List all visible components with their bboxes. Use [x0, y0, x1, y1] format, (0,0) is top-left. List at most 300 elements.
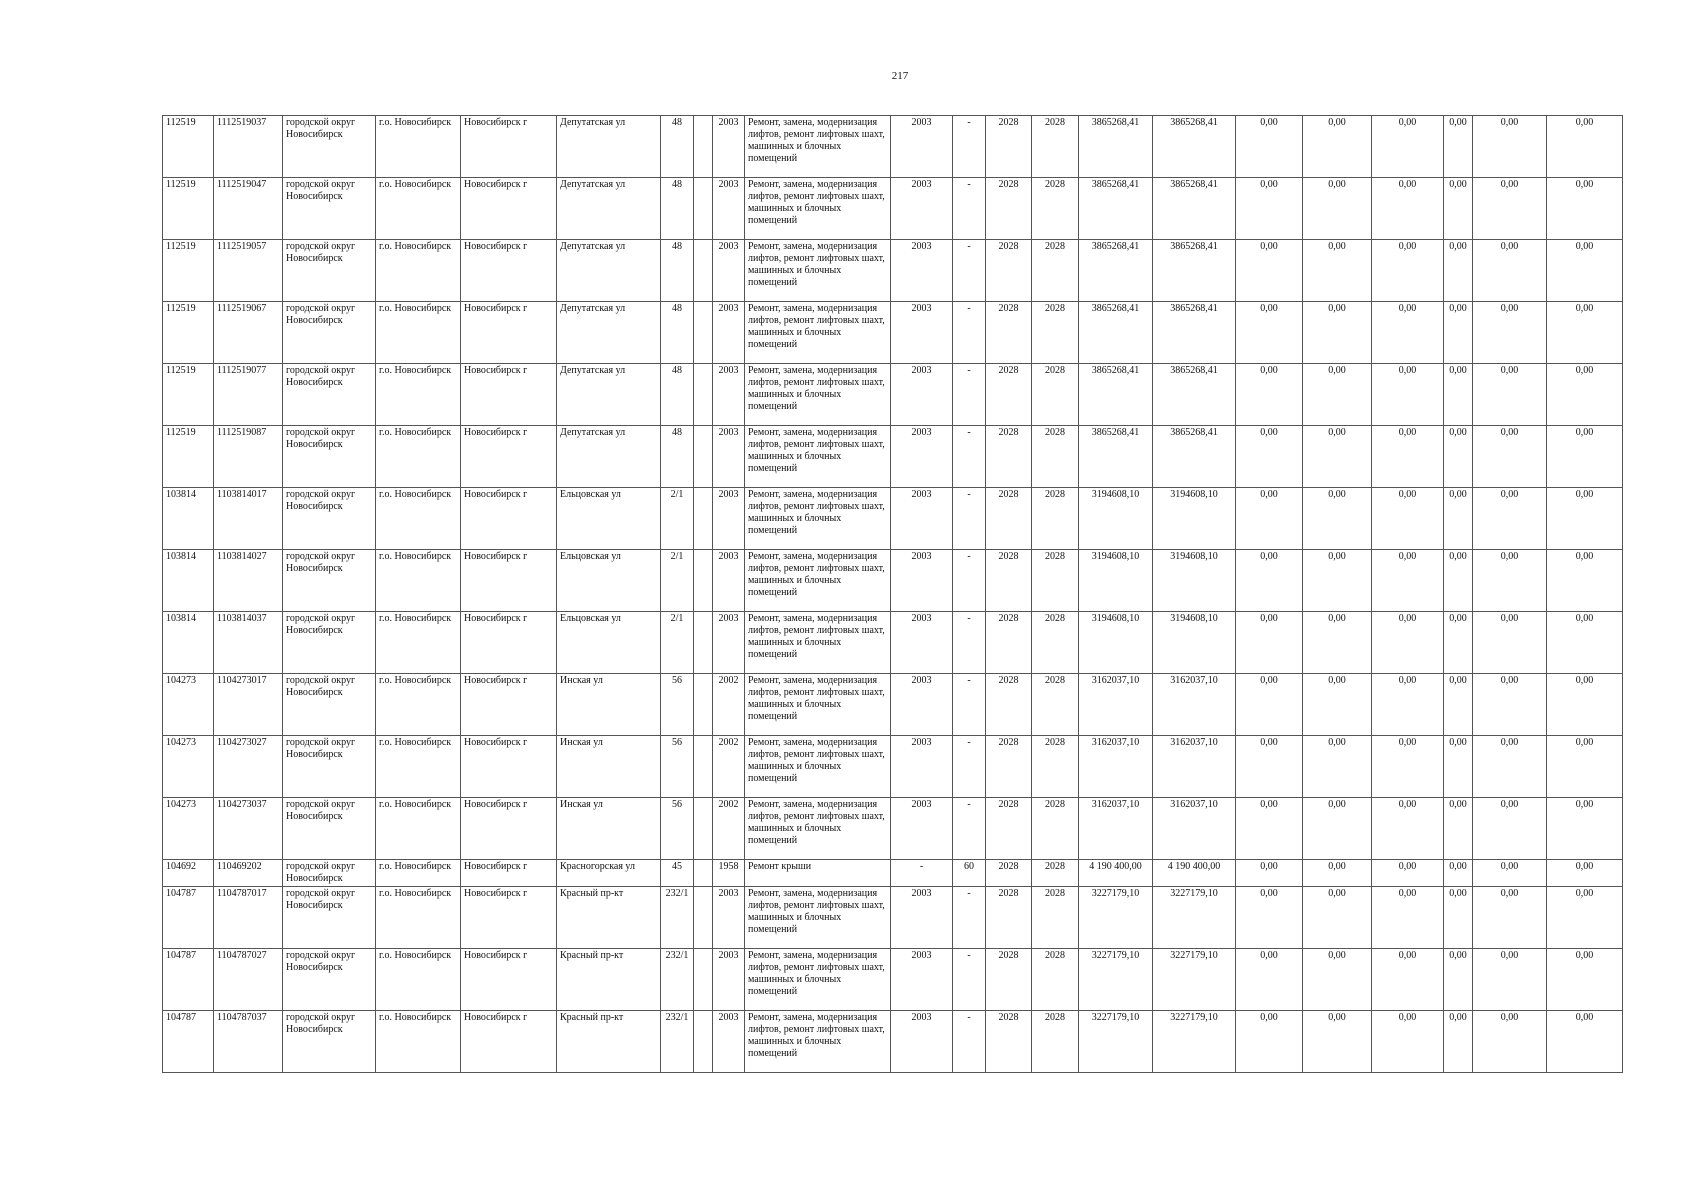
cell-fund-c: 0,00 [1372, 488, 1444, 550]
cell-street: Ельцовская ул [557, 488, 661, 550]
cell-lifespan: - [953, 178, 986, 240]
cell-build-year: 2002 [713, 674, 745, 736]
cell-cost-total: 3865268,41 [1153, 116, 1236, 178]
cell-fund-a: 0,00 [1236, 860, 1303, 887]
cell-work-type: Ремонт, замена, модернизация лифтов, ремонт лифтовых шахт, машинных и блочных помещений [745, 116, 891, 178]
cell-fund-e: 0,00 [1473, 798, 1547, 860]
cell-fund-a: 0,00 [1236, 674, 1303, 736]
cell-cost: 3865268,41 [1079, 178, 1153, 240]
cell-cost-total: 3865268,41 [1153, 426, 1236, 488]
cell-plan-year: 2003 [891, 178, 953, 240]
cell-fund-d: 0,00 [1444, 949, 1473, 1011]
cell-municipality: городской округ Новосибирск [283, 798, 376, 860]
cell-house-id: 103814 [163, 488, 214, 550]
cell-district: г.о. Новосибирск [376, 798, 461, 860]
cell-municipality: городской округ Новосибирск [283, 302, 376, 364]
cell-build-year: 2002 [713, 798, 745, 860]
cell-municipality: городской округ Новосибирск [283, 240, 376, 302]
cell-municipality: городской округ Новосибирск [283, 612, 376, 674]
cell-record-id: 1112519067 [214, 302, 283, 364]
cell-fund-a: 0,00 [1236, 949, 1303, 1011]
cell-building [694, 798, 713, 860]
cell-record-id: 1112519037 [214, 116, 283, 178]
cell-house-number: 56 [661, 674, 694, 736]
cell-house-number: 48 [661, 426, 694, 488]
cell-start-year: 2028 [986, 364, 1032, 426]
table-row [163, 488, 1623, 550]
cell-plan-year: 2003 [891, 488, 953, 550]
cell-fund-e: 0,00 [1473, 736, 1547, 798]
table-row [163, 674, 1623, 736]
cell-city: Новосибирск г [461, 178, 557, 240]
cell-street: Депутатская ул [557, 116, 661, 178]
cell-cost: 3227179,10 [1079, 949, 1153, 1011]
cell-fund-c: 0,00 [1372, 116, 1444, 178]
cell-end-year: 2028 [1032, 364, 1079, 426]
cell-fund-d: 0,00 [1444, 860, 1473, 887]
cell-house-number: 2/1 [661, 612, 694, 674]
cell-municipality: городской округ Новосибирск [283, 1011, 376, 1073]
cell-city: Новосибирск г [461, 887, 557, 949]
cell-cost-total: 3194608,10 [1153, 488, 1236, 550]
cell-fund-d: 0,00 [1444, 116, 1473, 178]
cell-municipality: городской округ Новосибирск [283, 949, 376, 1011]
cell-fund-a: 0,00 [1236, 798, 1303, 860]
cell-cost-total: 3865268,41 [1153, 240, 1236, 302]
cell-build-year: 2002 [713, 736, 745, 798]
cell-house-id: 112519 [163, 178, 214, 240]
cell-end-year: 2028 [1032, 860, 1079, 887]
cell-plan-year: 2003 [891, 736, 953, 798]
cell-fund-f: 0,00 [1547, 736, 1623, 798]
cell-fund-c: 0,00 [1372, 550, 1444, 612]
cell-end-year: 2028 [1032, 674, 1079, 736]
cell-fund-c: 0,00 [1372, 364, 1444, 426]
cell-house-number: 2/1 [661, 488, 694, 550]
cell-house-id: 104787 [163, 1011, 214, 1073]
cell-district: г.о. Новосибирск [376, 116, 461, 178]
cell-cost-total: 3162037,10 [1153, 674, 1236, 736]
cell-municipality: городской округ Новосибирск [283, 116, 376, 178]
cell-cost: 3162037,10 [1079, 736, 1153, 798]
cell-fund-b: 0,00 [1303, 1011, 1372, 1073]
cell-record-id: 1103814017 [214, 488, 283, 550]
cell-fund-b: 0,00 [1303, 302, 1372, 364]
cell-building [694, 887, 713, 949]
cell-fund-e: 0,00 [1473, 178, 1547, 240]
cell-building [694, 116, 713, 178]
cell-record-id: 1104273037 [214, 798, 283, 860]
cell-house-id: 112519 [163, 116, 214, 178]
cell-street: Ельцовская ул [557, 612, 661, 674]
cell-record-id: 1103814027 [214, 550, 283, 612]
cell-district: г.о. Новосибирск [376, 426, 461, 488]
cell-house-id: 103814 [163, 612, 214, 674]
cell-lifespan: - [953, 426, 986, 488]
cell-build-year: 1958 [713, 860, 745, 887]
cell-house-id: 103814 [163, 550, 214, 612]
cell-city: Новосибирск г [461, 426, 557, 488]
cell-work-type: Ремонт, замена, модернизация лифтов, ремонт лифтовых шахт, машинных и блочных помещений [745, 550, 891, 612]
cell-fund-f: 0,00 [1547, 488, 1623, 550]
cell-street: Красногорская ул [557, 860, 661, 887]
table-row [163, 949, 1623, 1011]
table-row [163, 798, 1623, 860]
cell-end-year: 2028 [1032, 426, 1079, 488]
cell-fund-b: 0,00 [1303, 736, 1372, 798]
cell-fund-a: 0,00 [1236, 178, 1303, 240]
cell-municipality: городской округ Новосибирск [283, 550, 376, 612]
cell-start-year: 2028 [986, 426, 1032, 488]
cell-house-number: 232/1 [661, 887, 694, 949]
cell-street: Ельцовская ул [557, 550, 661, 612]
cell-district: г.о. Новосибирск [376, 736, 461, 798]
cell-city: Новосибирск г [461, 302, 557, 364]
cell-start-year: 2028 [986, 1011, 1032, 1073]
cell-fund-c: 0,00 [1372, 736, 1444, 798]
cell-fund-b: 0,00 [1303, 949, 1372, 1011]
cell-cost: 3194608,10 [1079, 550, 1153, 612]
cell-municipality: городской округ Новосибирск [283, 178, 376, 240]
cell-municipality: городской округ Новосибирск [283, 364, 376, 426]
cell-house-id: 104787 [163, 949, 214, 1011]
cell-city: Новосибирск г [461, 550, 557, 612]
cell-fund-b: 0,00 [1303, 488, 1372, 550]
cell-fund-d: 0,00 [1444, 240, 1473, 302]
cell-plan-year: 2003 [891, 426, 953, 488]
table-body [163, 116, 1623, 1073]
cell-plan-year: 2003 [891, 364, 953, 426]
cell-build-year: 2003 [713, 488, 745, 550]
cell-municipality: городской округ Новосибирск [283, 860, 376, 887]
cell-street: Депутатская ул [557, 178, 661, 240]
cell-cost: 3162037,10 [1079, 798, 1153, 860]
cell-plan-year: 2003 [891, 612, 953, 674]
cell-start-year: 2028 [986, 302, 1032, 364]
cell-plan-year: 2003 [891, 302, 953, 364]
cell-building [694, 302, 713, 364]
cell-fund-a: 0,00 [1236, 1011, 1303, 1073]
cell-municipality: городской округ Новосибирск [283, 426, 376, 488]
table-row [163, 736, 1623, 798]
cell-end-year: 2028 [1032, 798, 1079, 860]
cell-fund-a: 0,00 [1236, 240, 1303, 302]
cell-cost-total: 3865268,41 [1153, 364, 1236, 426]
cell-fund-e: 0,00 [1473, 364, 1547, 426]
cell-fund-e: 0,00 [1473, 949, 1547, 1011]
cell-end-year: 2028 [1032, 116, 1079, 178]
cell-fund-f: 0,00 [1547, 426, 1623, 488]
cell-cost: 3162037,10 [1079, 674, 1153, 736]
cell-work-type: Ремонт, замена, модернизация лифтов, ремонт лифтовых шахт, машинных и блочных помещений [745, 949, 891, 1011]
cell-work-type: Ремонт, замена, модернизация лифтов, ремонт лифтовых шахт, машинных и блочных помещений [745, 736, 891, 798]
cell-district: г.о. Новосибирск [376, 949, 461, 1011]
cell-building [694, 426, 713, 488]
cell-fund-f: 0,00 [1547, 302, 1623, 364]
cell-fund-d: 0,00 [1444, 1011, 1473, 1073]
cell-fund-f: 0,00 [1547, 674, 1623, 736]
cell-fund-b: 0,00 [1303, 860, 1372, 887]
cell-fund-f: 0,00 [1547, 798, 1623, 860]
cell-record-id: 1112519047 [214, 178, 283, 240]
cell-fund-b: 0,00 [1303, 887, 1372, 949]
cell-cost-total: 4 190 400,00 [1153, 860, 1236, 887]
cell-municipality: городской округ Новосибирск [283, 736, 376, 798]
cell-record-id: 110469202 [214, 860, 283, 887]
cell-street: Красный пр-кт [557, 887, 661, 949]
cell-work-type: Ремонт, замена, модернизация лифтов, ремонт лифтовых шахт, машинных и блочных помещений [745, 240, 891, 302]
cell-fund-d: 0,00 [1444, 426, 1473, 488]
cell-building [694, 488, 713, 550]
cell-building [694, 550, 713, 612]
cell-plan-year: 2003 [891, 550, 953, 612]
table-row [163, 364, 1623, 426]
cell-municipality: городской округ Новосибирск [283, 674, 376, 736]
cell-work-type: Ремонт крыши [745, 860, 891, 887]
cell-building [694, 736, 713, 798]
cell-end-year: 2028 [1032, 612, 1079, 674]
cell-lifespan: 60 [953, 860, 986, 887]
cell-cost: 3865268,41 [1079, 116, 1153, 178]
cell-record-id: 1104787037 [214, 1011, 283, 1073]
cell-fund-f: 0,00 [1547, 178, 1623, 240]
cell-start-year: 2028 [986, 550, 1032, 612]
cell-district: г.о. Новосибирск [376, 302, 461, 364]
cell-record-id: 1112519087 [214, 426, 283, 488]
cell-district: г.о. Новосибирск [376, 674, 461, 736]
cell-cost-total: 3194608,10 [1153, 550, 1236, 612]
cell-street: Депутатская ул [557, 302, 661, 364]
cell-fund-e: 0,00 [1473, 887, 1547, 949]
cell-district: г.о. Новосибирск [376, 550, 461, 612]
cell-record-id: 1104273027 [214, 736, 283, 798]
cell-municipality: городской округ Новосибирск [283, 887, 376, 949]
cell-lifespan: - [953, 488, 986, 550]
cell-lifespan: - [953, 1011, 986, 1073]
cell-house-number: 56 [661, 798, 694, 860]
cell-build-year: 2003 [713, 364, 745, 426]
cell-city: Новосибирск г [461, 1011, 557, 1073]
cell-build-year: 2003 [713, 426, 745, 488]
cell-plan-year: 2003 [891, 674, 953, 736]
page-number: 217 [891, 70, 909, 82]
cell-fund-d: 0,00 [1444, 887, 1473, 949]
cell-street: Инская ул [557, 798, 661, 860]
cell-lifespan: - [953, 887, 986, 949]
cell-district: г.о. Новосибирск [376, 178, 461, 240]
cell-build-year: 2003 [713, 1011, 745, 1073]
table-row [163, 1011, 1623, 1073]
cell-record-id: 1112519057 [214, 240, 283, 302]
cell-district: г.о. Новосибирск [376, 488, 461, 550]
cell-fund-f: 0,00 [1547, 1011, 1623, 1073]
cell-cost-total: 3227179,10 [1153, 949, 1236, 1011]
register-table [162, 115, 1623, 1073]
cell-lifespan: - [953, 949, 986, 1011]
cell-fund-c: 0,00 [1372, 674, 1444, 736]
cell-fund-e: 0,00 [1473, 550, 1547, 612]
cell-building [694, 178, 713, 240]
cell-build-year: 2003 [713, 178, 745, 240]
cell-work-type: Ремонт, замена, модернизация лифтов, ремонт лифтовых шахт, машинных и блочных помещений [745, 302, 891, 364]
cell-house-number: 48 [661, 240, 694, 302]
cell-fund-a: 0,00 [1236, 488, 1303, 550]
cell-start-year: 2028 [986, 887, 1032, 949]
cell-street: Красный пр-кт [557, 1011, 661, 1073]
cell-fund-f: 0,00 [1547, 612, 1623, 674]
cell-house-number: 45 [661, 860, 694, 887]
cell-start-year: 2028 [986, 612, 1032, 674]
cell-building [694, 612, 713, 674]
cell-street: Депутатская ул [557, 240, 661, 302]
cell-street: Инская ул [557, 674, 661, 736]
cell-lifespan: - [953, 364, 986, 426]
cell-city: Новосибирск г [461, 798, 557, 860]
cell-house-id: 104787 [163, 887, 214, 949]
cell-plan-year: 2003 [891, 1011, 953, 1073]
cell-district: г.о. Новосибирск [376, 240, 461, 302]
cell-house-number: 232/1 [661, 1011, 694, 1073]
cell-fund-b: 0,00 [1303, 116, 1372, 178]
cell-build-year: 2003 [713, 240, 745, 302]
table-row [163, 116, 1623, 178]
cell-cost-total: 3162037,10 [1153, 736, 1236, 798]
cell-district: г.о. Новосибирск [376, 860, 461, 887]
cell-fund-b: 0,00 [1303, 364, 1372, 426]
cell-cost: 3865268,41 [1079, 302, 1153, 364]
cell-fund-d: 0,00 [1444, 550, 1473, 612]
cell-city: Новосибирск г [461, 949, 557, 1011]
table-row [163, 550, 1623, 612]
cell-work-type: Ремонт, замена, модернизация лифтов, ремонт лифтовых шахт, машинных и блочных помещений [745, 798, 891, 860]
cell-fund-e: 0,00 [1473, 860, 1547, 887]
cell-fund-a: 0,00 [1236, 364, 1303, 426]
cell-work-type: Ремонт, замена, модернизация лифтов, ремонт лифтовых шахт, машинных и блочных помещений [745, 1011, 891, 1073]
cell-street: Красный пр-кт [557, 949, 661, 1011]
cell-cost: 3227179,10 [1079, 1011, 1153, 1073]
cell-house-number: 48 [661, 302, 694, 364]
cell-fund-c: 0,00 [1372, 798, 1444, 860]
cell-build-year: 2003 [713, 612, 745, 674]
cell-fund-f: 0,00 [1547, 550, 1623, 612]
cell-fund-d: 0,00 [1444, 178, 1473, 240]
cell-plan-year: 2003 [891, 116, 953, 178]
cell-work-type: Ремонт, замена, модернизация лифтов, ремонт лифтовых шахт, машинных и блочных помещений [745, 364, 891, 426]
cell-fund-e: 0,00 [1473, 674, 1547, 736]
cell-fund-f: 0,00 [1547, 364, 1623, 426]
cell-cost-total: 3865268,41 [1153, 178, 1236, 240]
cell-start-year: 2028 [986, 674, 1032, 736]
cell-house-number: 48 [661, 364, 694, 426]
cell-end-year: 2028 [1032, 488, 1079, 550]
cell-cost-total: 3227179,10 [1153, 1011, 1236, 1073]
cell-lifespan: - [953, 612, 986, 674]
cell-city: Новосибирск г [461, 612, 557, 674]
cell-street: Депутатская ул [557, 364, 661, 426]
cell-fund-a: 0,00 [1236, 426, 1303, 488]
cell-fund-c: 0,00 [1372, 302, 1444, 364]
cell-lifespan: - [953, 798, 986, 860]
table-row [163, 426, 1623, 488]
cell-plan-year: 2003 [891, 887, 953, 949]
cell-plan-year: 2003 [891, 240, 953, 302]
cell-plan-year: 2003 [891, 798, 953, 860]
table-row [163, 887, 1623, 949]
cell-building [694, 1011, 713, 1073]
cell-cost-total: 3162037,10 [1153, 798, 1236, 860]
cell-fund-a: 0,00 [1236, 302, 1303, 364]
cell-end-year: 2028 [1032, 178, 1079, 240]
cell-fund-f: 0,00 [1547, 949, 1623, 1011]
cell-build-year: 2003 [713, 116, 745, 178]
cell-fund-a: 0,00 [1236, 887, 1303, 949]
cell-building [694, 949, 713, 1011]
cell-fund-b: 0,00 [1303, 426, 1372, 488]
cell-fund-c: 0,00 [1372, 612, 1444, 674]
cell-city: Новосибирск г [461, 240, 557, 302]
cell-street: Депутатская ул [557, 426, 661, 488]
cell-fund-c: 0,00 [1372, 860, 1444, 887]
cell-cost: 3865268,41 [1079, 364, 1153, 426]
cell-start-year: 2028 [986, 798, 1032, 860]
cell-cost: 4 190 400,00 [1079, 860, 1153, 887]
cell-cost: 3227179,10 [1079, 887, 1153, 949]
cell-work-type: Ремонт, замена, модернизация лифтов, ремонт лифтовых шахт, машинных и блочных помещений [745, 178, 891, 240]
cell-lifespan: - [953, 240, 986, 302]
table-row [163, 178, 1623, 240]
cell-lifespan: - [953, 674, 986, 736]
cell-work-type: Ремонт, замена, модернизация лифтов, ремонт лифтовых шахт, машинных и блочных помещений [745, 887, 891, 949]
cell-work-type: Ремонт, замена, модернизация лифтов, ремонт лифтовых шахт, машинных и блочных помещений [745, 426, 891, 488]
cell-house-id: 104273 [163, 736, 214, 798]
cell-fund-b: 0,00 [1303, 612, 1372, 674]
cell-start-year: 2028 [986, 860, 1032, 887]
cell-fund-b: 0,00 [1303, 550, 1372, 612]
cell-start-year: 2028 [986, 736, 1032, 798]
cell-end-year: 2028 [1032, 949, 1079, 1011]
cell-house-number: 48 [661, 178, 694, 240]
cell-house-id: 112519 [163, 302, 214, 364]
cell-fund-d: 0,00 [1444, 488, 1473, 550]
cell-fund-b: 0,00 [1303, 798, 1372, 860]
cell-end-year: 2028 [1032, 736, 1079, 798]
cell-fund-a: 0,00 [1236, 550, 1303, 612]
cell-cost: 3865268,41 [1079, 426, 1153, 488]
cell-fund-a: 0,00 [1236, 612, 1303, 674]
cell-record-id: 1104787027 [214, 949, 283, 1011]
cell-fund-a: 0,00 [1236, 736, 1303, 798]
cell-fund-d: 0,00 [1444, 612, 1473, 674]
cell-city: Новосибирск г [461, 116, 557, 178]
cell-city: Новосибирск г [461, 736, 557, 798]
cell-record-id: 1104787017 [214, 887, 283, 949]
cell-city: Новосибирск г [461, 488, 557, 550]
cell-fund-d: 0,00 [1444, 736, 1473, 798]
cell-plan-year: - [891, 860, 953, 887]
cell-street: Инская ул [557, 736, 661, 798]
cell-district: г.о. Новосибирск [376, 612, 461, 674]
cell-start-year: 2028 [986, 178, 1032, 240]
cell-cost: 3194608,10 [1079, 488, 1153, 550]
cell-plan-year: 2003 [891, 949, 953, 1011]
cell-fund-d: 0,00 [1444, 364, 1473, 426]
cell-fund-c: 0,00 [1372, 949, 1444, 1011]
cell-fund-c: 0,00 [1372, 887, 1444, 949]
cell-building [694, 364, 713, 426]
cell-build-year: 2003 [713, 949, 745, 1011]
cell-fund-f: 0,00 [1547, 887, 1623, 949]
cell-end-year: 2028 [1032, 240, 1079, 302]
